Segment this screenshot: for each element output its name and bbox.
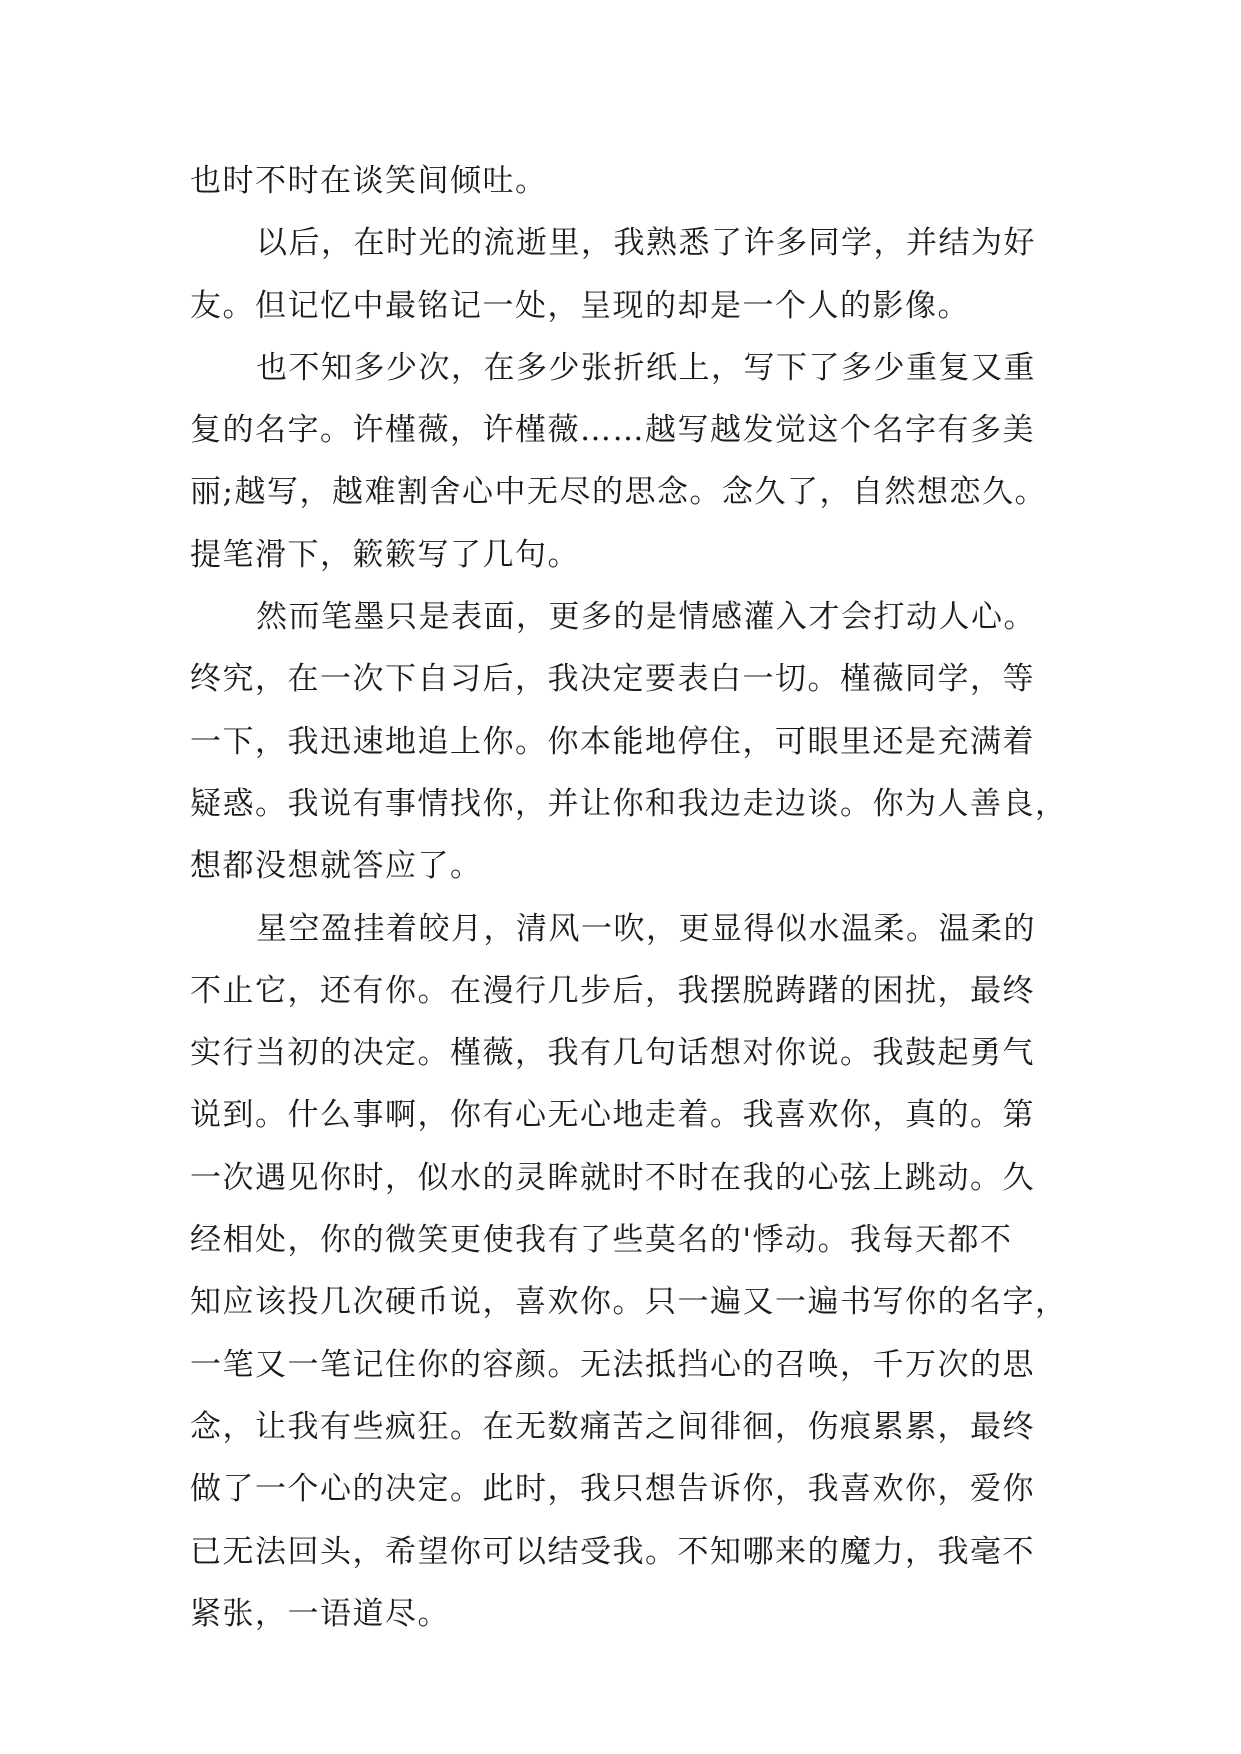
text-line: 不止它，还有你。在漫行几步后，我摆脱踌躇的困扰，最终 xyxy=(190,972,1035,1009)
text-line: 一下，我迅速地追上你。你本能地停住，可眼里还是充满着 xyxy=(190,723,1035,760)
text-line: 以后，在时光的流逝里，我熟悉了许多同学，并结为好 xyxy=(256,225,1036,262)
text-line: 已无法回头，希望你可以结受我。不知哪来的魔力，我毫不 xyxy=(190,1533,1035,1570)
text-line: 疑惑。我说有事情找你，并让你和我边走边谈。你为人善良， xyxy=(190,785,1068,822)
text-line: 实行当初的决定。槿薇，我有几句话想对你说。我鼓起勇气 xyxy=(190,1035,1035,1072)
text-line: 提笔滑下，簌簌写了几句。 xyxy=(190,536,580,573)
text-line: 丽;越写，越难割舍心中无尽的思念。念久了，自然想恋久。 xyxy=(190,474,1047,511)
text-line: 经相处，你的微笑更使我有了些莫名的'悸动。我每天都不 xyxy=(190,1222,1013,1259)
text-line: 一次遇见你时，似水的灵眸就时不时在我的心弦上跳动。久 xyxy=(190,1159,1035,1196)
text-line: 友。但记忆中最铭记一处，呈现的却是一个人的影像。 xyxy=(190,287,970,324)
text-line: 做了一个心的决定。此时，我只想告诉你，我喜欢你，爱你 xyxy=(190,1471,1035,1508)
text-line: 想都没想就答应了。 xyxy=(190,848,483,885)
text-line: 也不知多少次，在多少张折纸上，写下了多少重复又重 xyxy=(256,349,1036,386)
text-line: 说到。什么事啊，你有心无心地走着。我喜欢你，真的。第 xyxy=(190,1097,1035,1134)
text-line: 复的名字。许槿薇，许槿薇……越写越发觉这个名字有多美 xyxy=(190,412,1035,449)
text-line: 也时不时在谈笑间倾吐。 xyxy=(190,163,548,199)
text-line: 一笔又一笔记住你的容颜。无法抵挡心的召唤，千万次的思 xyxy=(190,1346,1035,1383)
document-body xyxy=(190,150,1068,1645)
text-line: 紧张，一语道尽。 xyxy=(190,1595,450,1632)
text-line: 念，让我有些疯狂。在无数痛苦之间徘徊，伤痕累累，最终 xyxy=(190,1408,1035,1445)
text-line: 然而笔墨只是表面，更多的是情感灌入才会打动人心。 xyxy=(256,599,1036,636)
text-line: 终究，在一次下自习后，我决定要表白一切。槿薇同学，等 xyxy=(190,661,1035,698)
text-line: 知应该投几次硬币说，喜欢你。只一遍又一遍书写你的名字， xyxy=(190,1284,1068,1321)
text-line: 星空盈挂着皎月，清风一吹，更显得似水温柔。温柔的 xyxy=(256,910,1036,947)
